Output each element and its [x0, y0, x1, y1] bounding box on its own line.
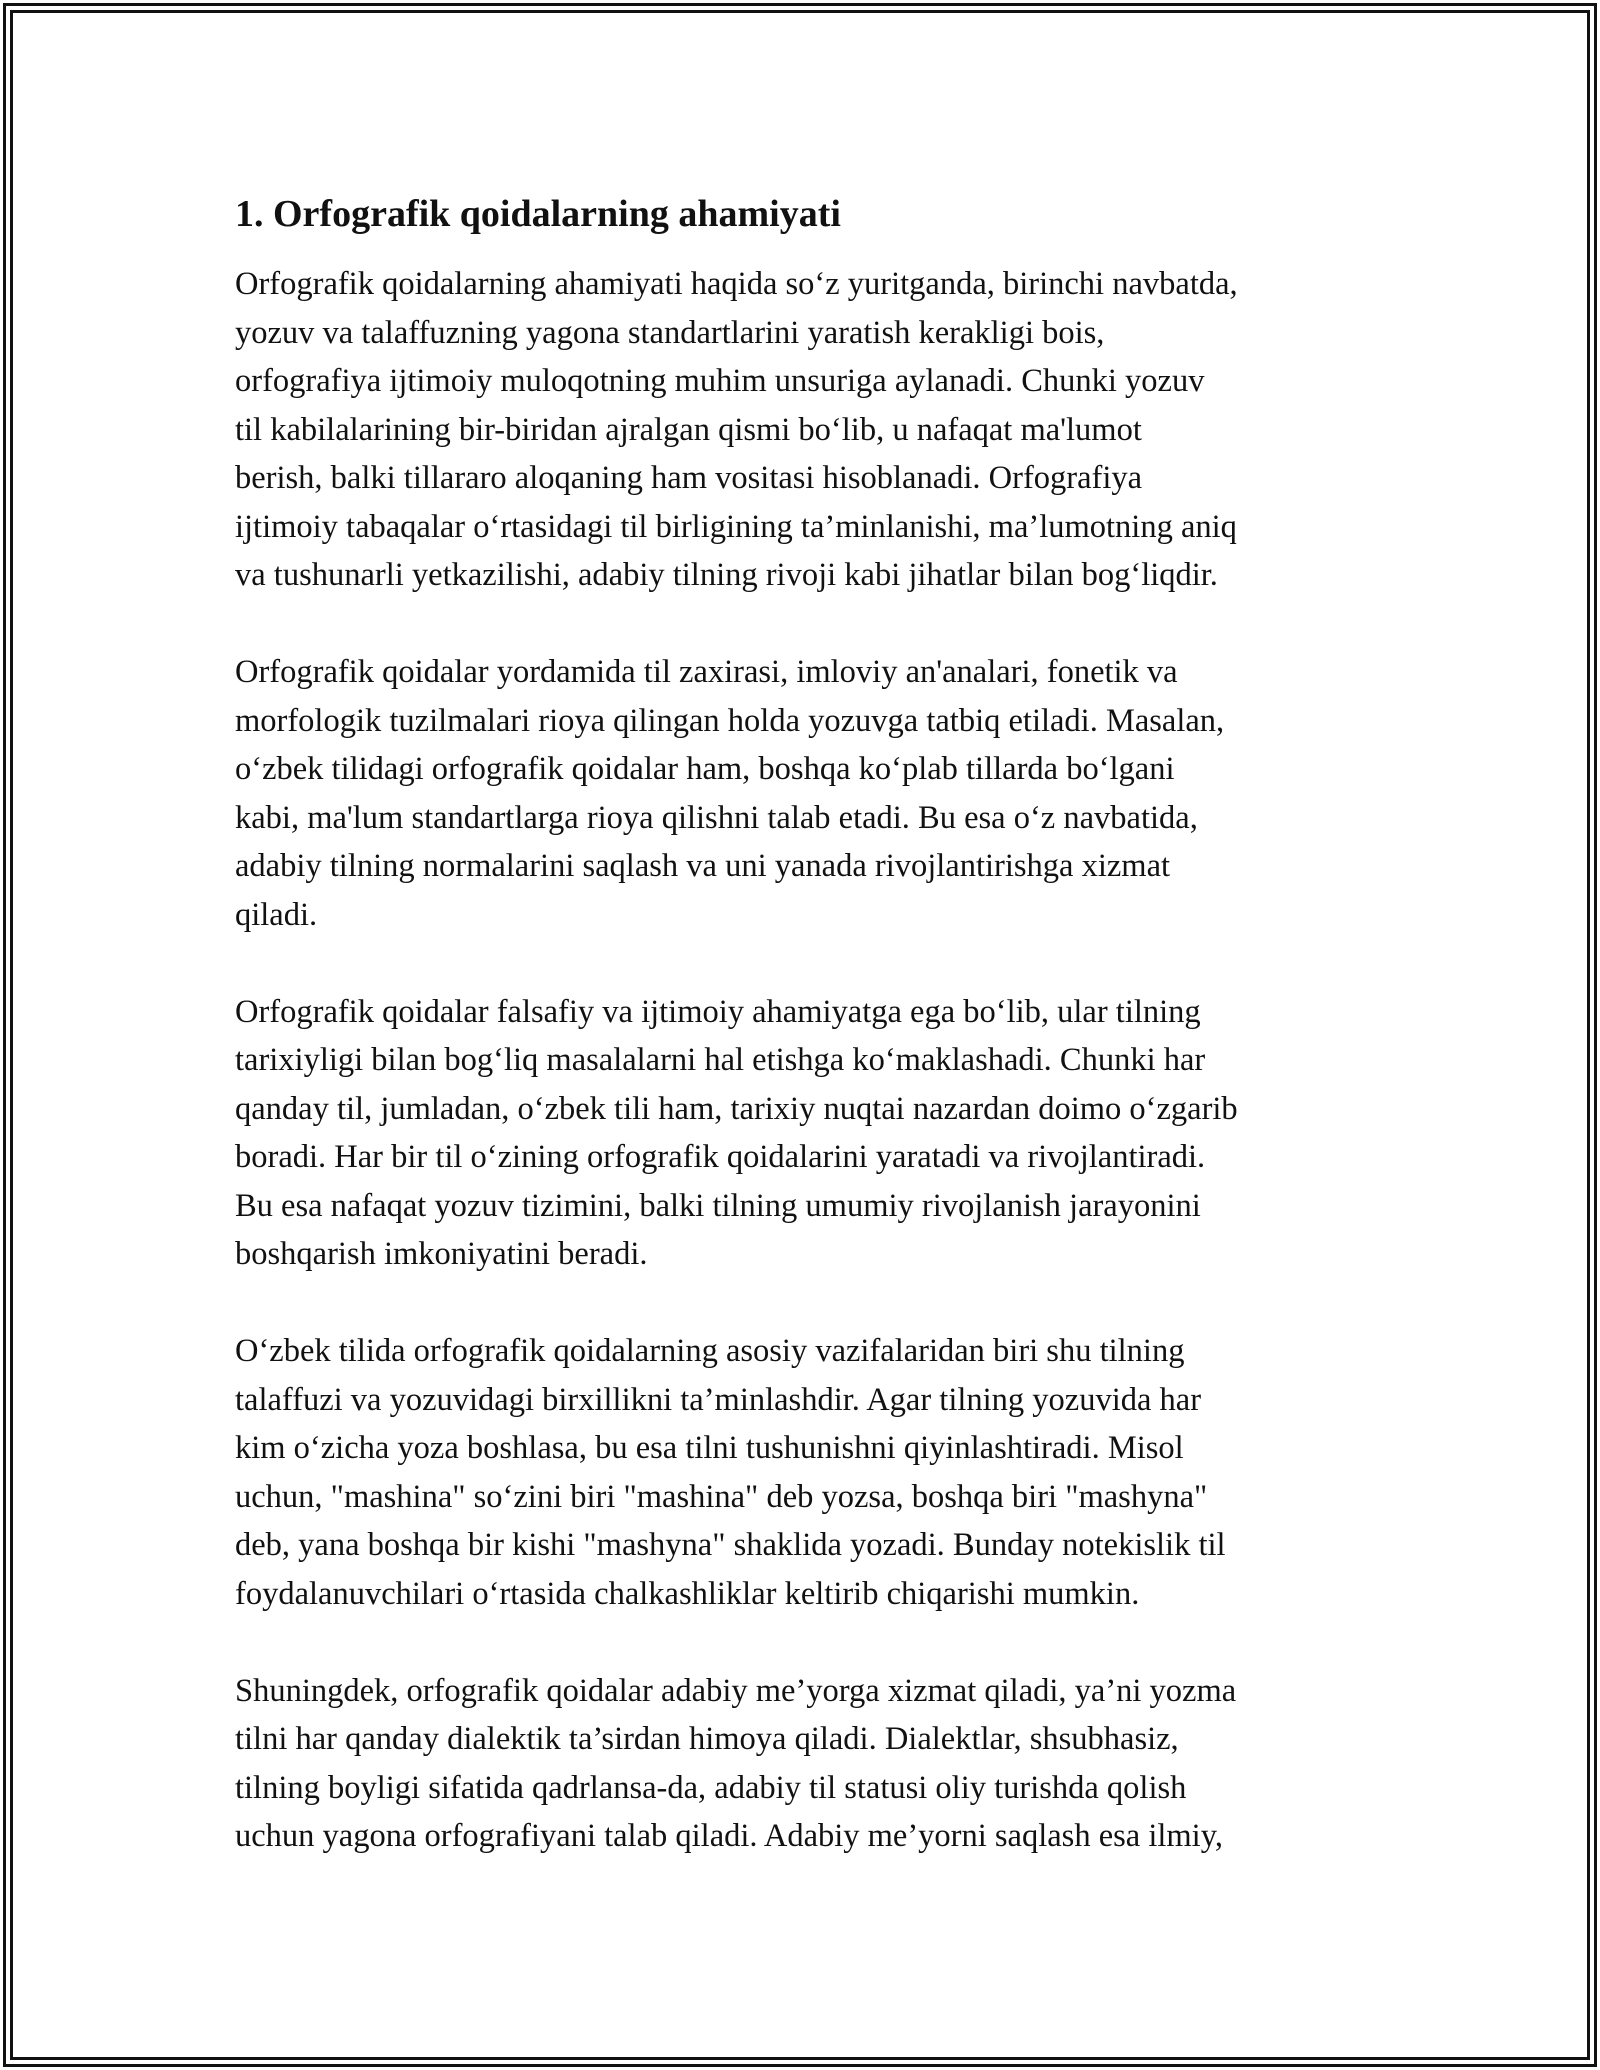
- text-line: til kabilalarining bir-biridan ajralgan qismi bo‘lib, u nafaqat ma'lumot: [235, 411, 1142, 448]
- text-line: deb, yana boshqa bir kishi "mashyna" shaklida yozadi. Bunday notekislik til: [235, 1527, 1226, 1563]
- paragraphs-container: [235, 260, 1375, 1861]
- text-line: Shuningdek, orfografik qoidalar adabiy me’yorga xizmat qiladi, ya’ni yozma: [235, 1672, 1237, 1709]
- text-line: yozuv va talaffuzning yagona standartlarini yaratish kerakligi bois,: [235, 314, 1105, 351]
- text-line: boshqarish imkoniyatini beradi.: [235, 1236, 648, 1272]
- text-line: Orfografik qoidalarning ahamiyati haqida so‘z yuritganda, birinchi navbatda,: [235, 266, 1238, 302]
- text-line: Orfografik qoidalar yordamida til zaxirasi, imloviy an'analari, fonetik va: [235, 654, 1178, 690]
- text-line: uchun, "mashina" so‘zini biri "mashina" deb yozsa, boshqa biri "mashyna": [235, 1478, 1208, 1515]
- text-line: boradi. Har bir til o‘zining orfografik qoidalarini yaratadi va rivojlantiradi.: [235, 1139, 1206, 1175]
- text-line: Bu esa nafaqat yozuv tizimini, balki tilning umumiy rivojlanish jarayonini: [235, 1187, 1201, 1224]
- text-line: tarixiyligi bilan bog‘liq masalalarni hal etishga ko‘maklashadi. Chunki har: [235, 1042, 1206, 1078]
- paragraph: [235, 1667, 1375, 1861]
- text-line: berish, balki tillararo aloqaning ham vositasi hisoblanadi. Orfografiya: [235, 460, 1143, 496]
- text-line: kabi, ma'lum standartlarga rioya qilishni talab etadi. Bu esa o‘z navbatida,: [235, 799, 1198, 836]
- text-line: kim o‘zicha yoza boshlasa, bu esa tilni tushunishni qiyinlashtiradi. Misol: [235, 1430, 1184, 1466]
- text-line: tilning boyligi sifatida qadrlansa-da, adabiy til statusi oliy turishda qolish: [235, 1769, 1187, 1806]
- text-line: o‘zbek tilidagi orfografik qoidalar ham, boshqa ko‘plab tillarda bo‘lgani: [235, 751, 1175, 787]
- text-line: talaffuzi va yozuvidagi birxillikni ta’minlashdir. Agar tilning yozuvida har: [235, 1381, 1202, 1418]
- text-line: adabiy tilning normalarini saqlash va uni yanada rivojlantirishga xizmat: [235, 848, 1171, 884]
- paragraph: [235, 1327, 1375, 1618]
- paragraph: [235, 988, 1375, 1279]
- text-line: O‘zbek tilida orfografik qoidalarning asosiy vazifalaridan biri shu tilning: [235, 1333, 1185, 1369]
- text-line: foydalanuvchilari o‘rtasida chalkashliklar keltirib chiqarishi mumkin.: [235, 1575, 1140, 1612]
- section-heading: 1. Orfografik qoidalarning ahamiyati: [235, 193, 841, 235]
- document-page: [235, 186, 1375, 1909]
- text-line: orfografiya ijtimoiy muloqotning muhim unsuriga aylanadi. Chunki yozuv: [235, 363, 1205, 399]
- text-line: Orfografik qoidalar falsafiy va ijtimoiy ahamiyatga ega bo‘lib, ular tilning: [235, 993, 1201, 1030]
- paragraph: [235, 648, 1375, 939]
- text-line: morfologik tuzilmalari rioya qilingan holda yozuvga tatbiq etiladi. Masalan,: [235, 702, 1225, 739]
- text-line: ijtimoiy tabaqalar o‘rtasidagi til birligining ta’minlanishi, ma’lumotning aniq: [235, 508, 1237, 545]
- text-line: qanday til, jumladan, o‘zbek tili ham, tarixiy nuqtai nazardan doimo o‘zgarib: [235, 1090, 1238, 1127]
- text-line: tilni har qanday dialektik ta’sirdan himoya qiladi. Dialektlar, shsubhasiz,: [235, 1721, 1179, 1757]
- text-line: qiladi.: [235, 896, 318, 933]
- paragraph: [235, 260, 1375, 600]
- text-line: uchun yagona orfografiyani talab qiladi. Adabiy me’yorni saqlash esa ilmiy,: [235, 1818, 1223, 1854]
- text-line: va tushunarli yetkazilishi, adabiy tilning rivoji kabi jihatlar bilan bog‘liqdir.: [235, 557, 1218, 593]
